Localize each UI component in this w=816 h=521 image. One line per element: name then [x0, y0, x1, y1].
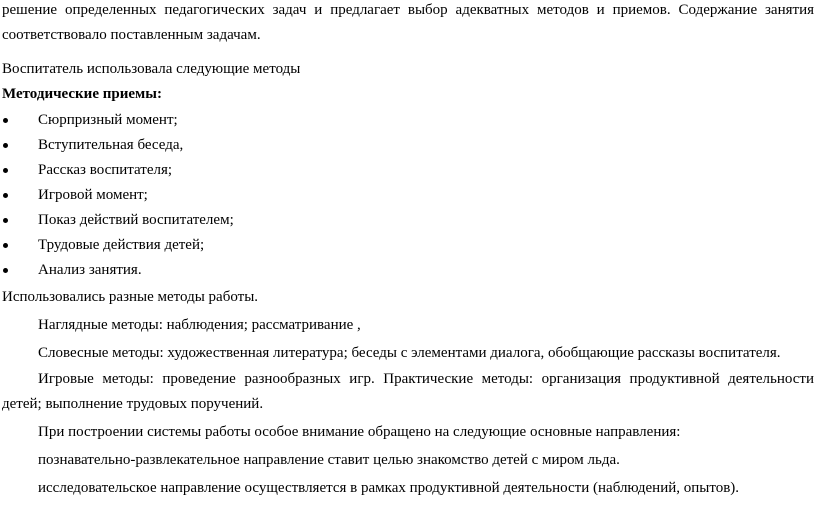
list-item-text: Рассказ воспитателя; [38, 162, 173, 178]
various-methods-line: Использовались разные методы работы. [2, 289, 259, 305]
list-item [2, 183, 814, 208]
list-item [2, 208, 814, 233]
intro-paragraph-end [2, 23, 814, 48]
list-item [2, 158, 814, 183]
list-item [2, 108, 814, 133]
bullet-icon [3, 218, 8, 223]
bullet-icon [3, 243, 8, 248]
list-item-text: Игровой момент; [38, 187, 148, 203]
list-item [2, 233, 814, 258]
bullet-icon [3, 118, 8, 123]
bullet-icon [3, 143, 8, 148]
techniques-heading: Методические приемы: [2, 86, 162, 102]
research-direction-paragraph: исследовательское направление осуществляется в рамках продуктивной деятельности (наблюдений, опытов). [38, 480, 740, 496]
bullet-icon [3, 268, 8, 273]
intro-paragraph [2, 0, 814, 23]
list-item-text: Трудовые действия детей; [38, 237, 205, 253]
list-item [2, 133, 814, 158]
list-item-text: Показ действий воспитателем; [38, 212, 234, 228]
cognitive-direction-paragraph: познавательно-развлекательное направление ставит целью знакомство детей с миром льда. [38, 452, 620, 468]
list-item [2, 258, 814, 283]
game-methods-paragraph: Игровые методы: проведение разнообразных игр. Практические методы: организация продуктивной деятельности детей; выполнение трудовых поручений. [2, 371, 814, 412]
intro-line-2: соответствовало поставленным задачам. [2, 27, 261, 43]
intro-line-1: решение определенных педагогических задач и предлагает выбор адекватных методов и приемов. Содержание занятия [2, 2, 814, 18]
bullet-icon [3, 168, 8, 173]
verbal-methods-paragraph: Словесные методы: художественная литература; беседы с элементами диалога, обобщающие рассказы воспитателя. [38, 345, 781, 361]
techniques-list [2, 108, 814, 283]
visual-methods-paragraph: Наглядные методы: наблюдения; рассматривание , [38, 317, 361, 333]
list-item-text: Сюрпризный момент; [38, 112, 178, 128]
bullet-icon [3, 193, 8, 198]
list-item-text: Анализ занятия. [38, 262, 142, 278]
directions-intro-paragraph: При построении системы работы особое внимание обращено на следующие основные направления: [38, 424, 681, 440]
list-item-text: Вступительная беседа, [38, 137, 184, 153]
methods-used-line: Воспитатель использовала следующие методы [2, 61, 301, 77]
